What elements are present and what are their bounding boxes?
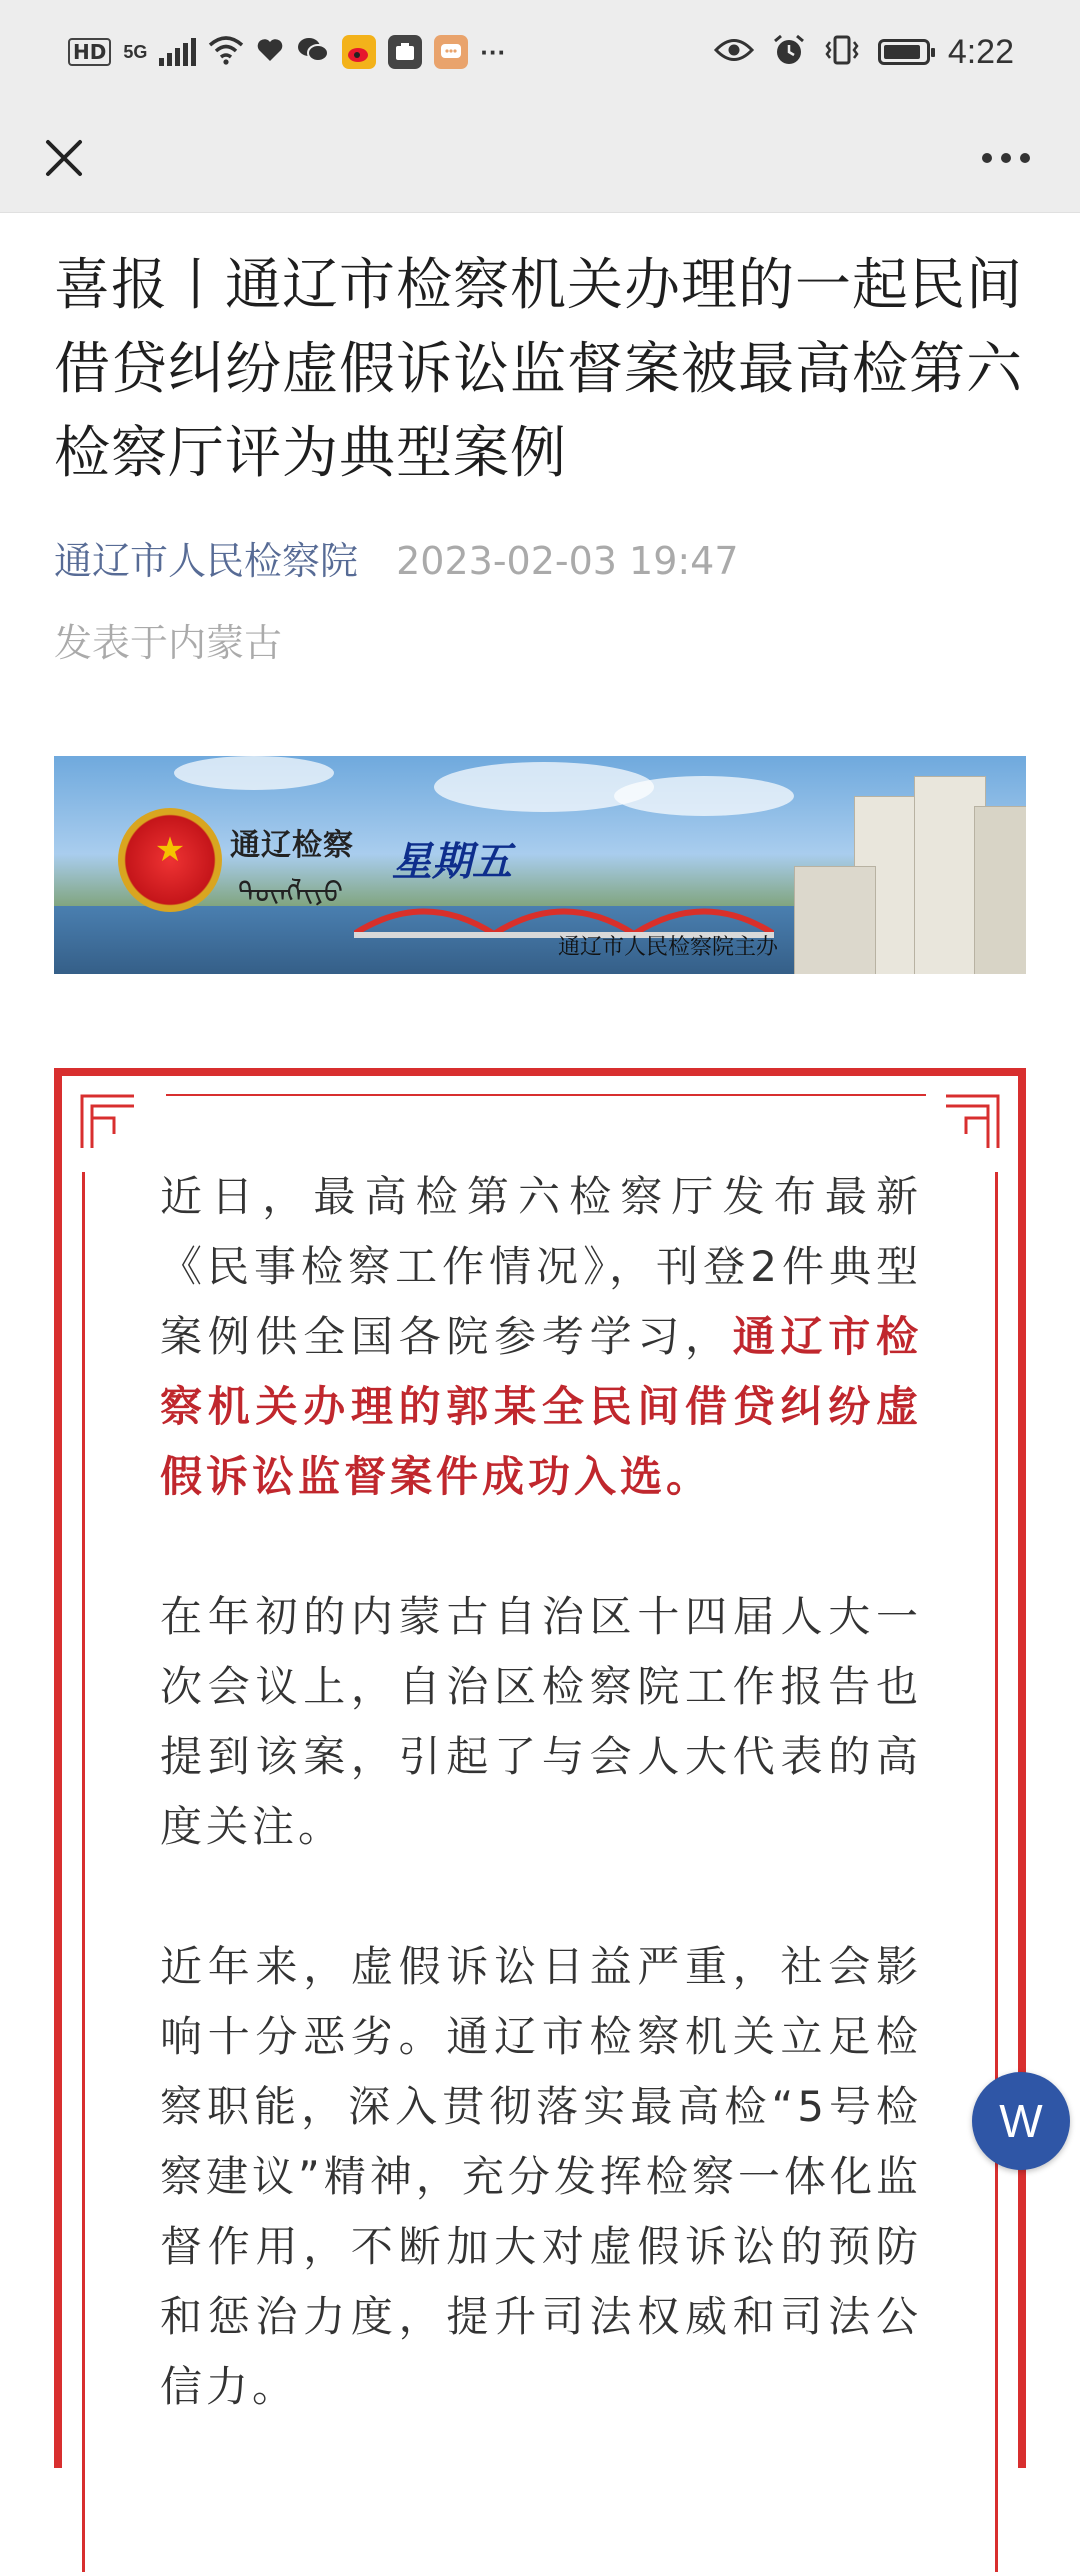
floating-w-button[interactable]: W [972, 2072, 1070, 2170]
building [794, 866, 876, 974]
eye-icon [714, 37, 754, 67]
wifi-icon [208, 35, 244, 69]
weibo-icon [342, 35, 376, 69]
cloud [614, 776, 794, 816]
vibrate-icon [824, 34, 860, 70]
procuratorate-emblem [118, 808, 222, 912]
header-banner-image [54, 756, 1026, 974]
paragraph-1 [160, 1162, 922, 1512]
cloud [174, 756, 334, 790]
app-icon [388, 35, 422, 69]
article-meta [54, 530, 739, 585]
publish-datetime: 2023-02-03 19:47 [396, 539, 739, 583]
card-inner-border-right [995, 1172, 998, 2572]
banner-mongolian-text: ᠲᠦᠩᠯᠢᠶᠣ [238, 876, 344, 909]
article-title: 喜报丨通辽市检察机关办理的一起民间借贷纠纷虚假诉讼监督案被最高检第六检察厅评为典型案例 [54, 253, 1023, 486]
banner-weekday: 星期五 [392, 838, 512, 885]
corner-ornament-left [80, 1094, 136, 1150]
status-right [714, 30, 1014, 74]
more-icon-dot [1001, 153, 1011, 163]
status-left [68, 30, 506, 74]
heart-icon [256, 37, 284, 67]
clock: 4:22 [947, 32, 1014, 71]
more-button[interactable] [972, 124, 1040, 192]
corner-ornament-right [944, 1094, 1000, 1150]
signal-icon [159, 38, 196, 66]
wechat-icon [296, 35, 330, 69]
nav-bar [0, 104, 1080, 213]
more-notifications: ··· [480, 36, 507, 67]
banner-sponsor: 通辽市人民检察院主办 [558, 935, 779, 960]
close-icon [30, 124, 98, 192]
star-icon: ★ [154, 830, 186, 870]
building [974, 806, 1026, 974]
paragraph-text: 近日，最高检第六检察厅发布最新《民事检察工作情况》，刊登2件典型案例供全国各院参考学习， [160, 1172, 922, 1361]
card-top-line [166, 1094, 926, 1096]
battery-icon [878, 39, 930, 65]
author-link[interactable]: 通辽市人民检察院 [54, 539, 359, 583]
more-icon-dot [982, 153, 992, 163]
network-type: 5G [123, 41, 148, 62]
banner-title: 通辽检察 [230, 828, 354, 863]
paragraph-3: 近年来，虚假诉讼日益严重，社会影响十分恶劣。通辽市检察机关立足检察职能，深入贯彻落实最高检“5号检察建议”精神，充分发挥检察一体化监督作用，不断加大对虚假诉讼的预防和惩治力度，提升司法权威和司法公信力。 [160, 1942, 922, 2411]
hd-badge: HD [68, 38, 111, 66]
paragraph-2: 在年初的内蒙古自治区十四届人大一次会议上，自治区检察院工作报告也提到该案，引起了与会人大代表的高度关注。 [160, 1592, 922, 1851]
card-inner-border-left [82, 1172, 85, 2572]
publish-location: 发表于内蒙古 [54, 621, 283, 665]
status-bar [0, 0, 1080, 104]
highlighted-text: 通辽市检察机关办理的郭某全民间借贷纠纷虚假诉讼监督案件成功入选。 [160, 1312, 922, 1501]
message-icon [434, 35, 468, 69]
alarm-icon [772, 33, 806, 71]
close-button[interactable] [30, 124, 98, 192]
more-icon-dot [1020, 153, 1030, 163]
